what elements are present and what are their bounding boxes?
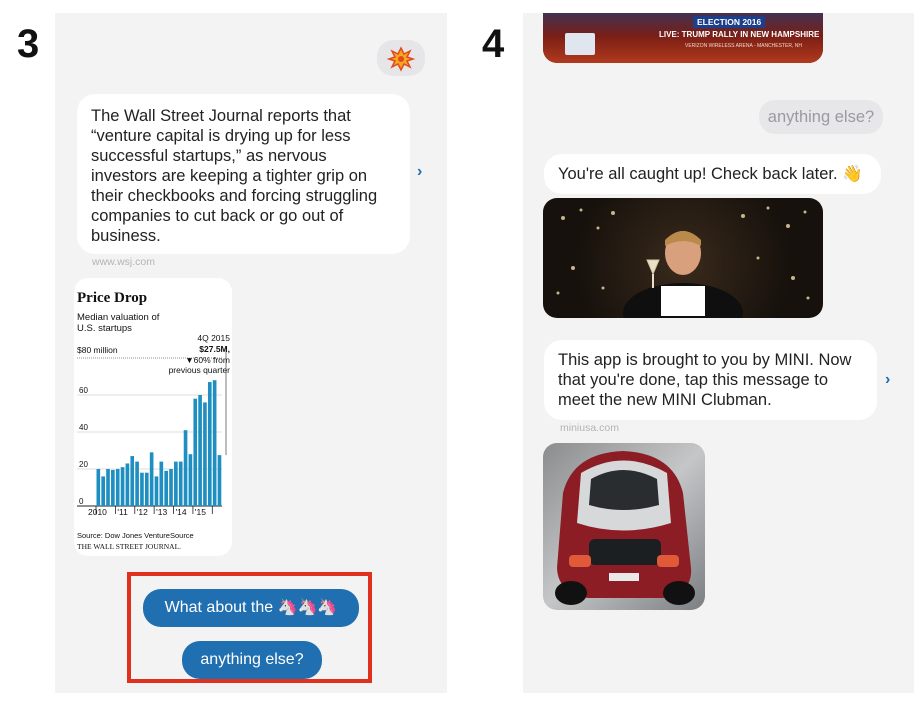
x-tick-label: '14 <box>175 507 187 517</box>
bar <box>179 462 183 506</box>
bar <box>189 454 193 506</box>
reply-anything-else-label: anything else? <box>200 651 304 668</box>
chart-subtitle-2: U.S. startups <box>77 323 132 334</box>
chart-callout-change: ▼60% from <box>185 355 230 365</box>
user-anything-else-bubble[interactable] <box>759 100 883 134</box>
bar <box>208 382 212 506</box>
bar <box>97 469 101 506</box>
news-banner-headline: LIVE: TRUMP RALLY IN NEW HAMPSHIRE <box>659 30 820 39</box>
chart-callout-change-suffix: previous quarter <box>168 365 230 375</box>
x-tick-label: '13 <box>156 507 168 517</box>
car-illustration <box>543 443 705 610</box>
celebration-photo[interactable] <box>543 198 823 318</box>
bar <box>193 399 197 506</box>
mini-ad-text: This app is brought to you by MINI. Now that you're done, tap this message to meet the new MINI Clubman. <box>558 351 852 409</box>
chat-screen-panel3[interactable] <box>55 13 447 693</box>
chart-subtitle-1: Median valuation of <box>77 312 160 323</box>
reply-anything-else-button[interactable] <box>182 641 322 679</box>
chevron-right-icon[interactable]: › <box>417 163 423 180</box>
bar <box>164 471 168 506</box>
chart-callout-value: $27.5M, <box>199 344 230 354</box>
y-tick-label: 20 <box>79 460 88 469</box>
bar <box>218 455 222 506</box>
chart-title: Price Drop <box>77 290 148 306</box>
wsj-message-bubble[interactable] <box>77 94 410 254</box>
bar <box>116 469 120 506</box>
y-tick-label: 0 <box>79 497 84 506</box>
news-video-card[interactable] <box>543 13 823 63</box>
reply-what-about-label: What about the 🦄🦄🦄 <box>164 599 338 616</box>
bar <box>126 463 130 506</box>
user-anything-else-text: anything else? <box>767 108 875 126</box>
sticker-bubble[interactable] <box>377 40 425 76</box>
chat-screen-panel4[interactable] <box>523 13 914 693</box>
news-logo <box>565 33 595 55</box>
bar <box>130 456 134 506</box>
chart-card[interactable] <box>74 278 232 556</box>
burst-icon <box>377 40 425 76</box>
mini-car-photo[interactable] <box>543 443 705 610</box>
caught-up-text: You're all caught up! Check back later. 👋 <box>558 165 863 183</box>
step-number-4: 4 <box>482 22 505 66</box>
chart-unit-label: $80 million <box>77 345 118 355</box>
news-banner-sub: VERIZON WIRELESS ARENA - MANCHESTER, NH <box>685 43 802 49</box>
y-tick-label: 40 <box>79 423 88 432</box>
step-number-3: 3 <box>17 22 40 66</box>
bar <box>150 452 154 506</box>
chart-publisher: THE WALL STREET JOURNAL. <box>77 542 182 551</box>
bar <box>198 395 202 506</box>
bar <box>203 402 207 506</box>
bar <box>101 476 105 506</box>
bar-chart <box>74 348 232 548</box>
x-tick-label: '11 <box>117 507 128 517</box>
bar <box>140 473 144 506</box>
wsj-source-link[interactable]: www.wsj.com <box>92 256 156 268</box>
mini-ad-source-link[interactable]: miniusa.com <box>560 422 619 434</box>
bar <box>121 467 125 506</box>
x-tick-label: '15 <box>194 507 207 517</box>
caught-up-bubble[interactable] <box>544 154 881 194</box>
bar <box>213 380 217 506</box>
reply-what-about-button[interactable] <box>143 589 359 627</box>
x-tick-label: 2010 <box>88 507 107 517</box>
chevron-right-icon-2[interactable]: › <box>885 371 891 388</box>
bar <box>169 469 173 506</box>
chart-source: Source: Dow Jones VentureSource <box>77 531 194 540</box>
news-banner-title: ELECTION 2016 <box>693 16 765 28</box>
bar <box>155 476 159 506</box>
bar <box>184 430 188 506</box>
bar <box>145 473 149 506</box>
mini-ad-bubble[interactable] <box>544 340 877 420</box>
wsj-message-text: The Wall Street Journal reports that “venture capital is drying up for less successful startups,” as nervous investors are keeping a tighter grip on their checkbooks and forcing struggling companies to cut back or go out of business. <box>91 107 378 245</box>
bar <box>135 462 139 506</box>
x-tick-label: '12 <box>136 507 148 517</box>
bar <box>174 462 178 506</box>
bar <box>106 469 110 506</box>
y-tick-label: 60 <box>79 386 88 395</box>
chart-callout-period: 4Q 2015 <box>197 333 230 343</box>
bar <box>111 470 115 506</box>
fireworks-decoration <box>543 198 823 318</box>
bar <box>160 462 164 506</box>
